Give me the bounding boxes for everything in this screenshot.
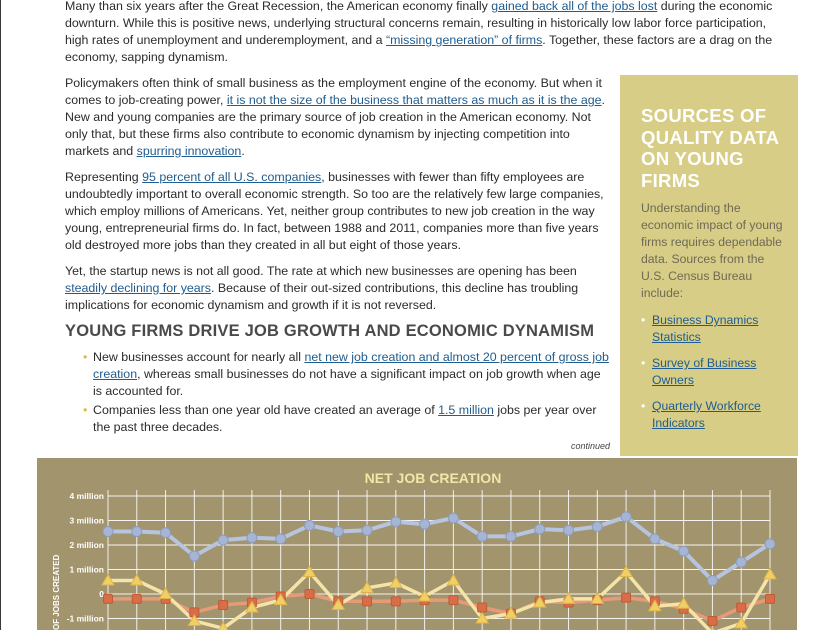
bullet-companies-less-than-one-year [83, 402, 610, 436]
text-run: during the economic downturn. While this is positive news, underlying structural concerns remain, resulting in historically low labor force participation, high rates of unemployment and underemployment, and a [65, 0, 773, 47]
text-run: Policymakers often think of small business as the employment engine of the economy. But when it comes to job-creating power, [65, 76, 602, 107]
data-point-tan [303, 566, 315, 577]
y-tick-label: 1 million [69, 564, 104, 575]
data-point-blue [564, 525, 574, 535]
y-tick-label: 4 million [69, 491, 104, 501]
paragraph-representing [65, 169, 610, 254]
data-point-red [449, 596, 458, 605]
sidebar-item-qwi [641, 398, 784, 432]
y-tick-label: -1 million [66, 613, 104, 624]
text-run: Representing [65, 170, 143, 184]
data-point-tan [620, 566, 632, 577]
data-point-blue [161, 528, 171, 538]
data-point-red [132, 594, 141, 603]
inline-link[interactable]: steadily declining for years [65, 281, 212, 295]
left-edge-rule [0, 0, 1, 630]
continued-label: continued [570, 441, 610, 451]
data-point-blue [132, 527, 142, 537]
text-run: . Because of their out-sized contributions, this decline has troubling implications for economic dynamism and growth if it is not reversed. [65, 281, 579, 312]
data-point-blue [592, 522, 602, 532]
inline-link[interactable]: 1.5 million [438, 403, 494, 417]
data-point-red [104, 594, 113, 603]
data-point-blue [621, 512, 631, 522]
inline-link[interactable]: spurring innovation [136, 144, 242, 158]
inline-link[interactable]: 95 percent of all U.S. companies [142, 170, 322, 184]
data-point-blue [679, 546, 689, 556]
data-point-blue [103, 527, 113, 537]
data-point-tan [447, 575, 459, 586]
data-point-red [478, 603, 487, 612]
sidebar-item-survey-owners [641, 355, 784, 389]
bullet-text [93, 403, 597, 434]
y-tick-label: 3 million [69, 515, 104, 526]
data-point-blue [736, 557, 746, 567]
text-run: jobs per year over the past three decades. [93, 403, 597, 434]
data-point-red [219, 601, 228, 610]
data-point-blue [276, 534, 286, 544]
bullet-dot-icon: • [83, 350, 88, 364]
chart-svg [37, 458, 797, 630]
text-run: Many than six years after the Great Recession, the American economy finally [65, 0, 492, 13]
data-point-red [766, 594, 775, 603]
text-run: . Together, these factors are a drag on the economy, sapping dynamism. [65, 33, 773, 64]
text-run: New businesses account for nearly all [93, 350, 305, 364]
link-quarterly-workforce-indicators[interactable]: Quarterly Workforce Indicators [652, 399, 761, 430]
data-point-blue [391, 517, 401, 527]
text-run: Companies less than one year old have created an average of [93, 403, 439, 417]
y-axis-label: OF JOBS CREATED [52, 554, 61, 630]
link-survey-of-business-owners[interactable]: Survey of Business Owners [652, 356, 757, 387]
data-point-blue [189, 551, 199, 561]
bullet-dot-icon: • [641, 399, 646, 413]
text-run: Yet, the startup news is not all good. The rate at which new businesses are opening has been [65, 264, 577, 278]
data-point-blue [362, 525, 372, 535]
text-run: . [241, 144, 245, 158]
bullet-dot-icon: • [641, 356, 646, 370]
sidebar-link-list [641, 312, 784, 432]
data-point-blue [247, 533, 257, 543]
text-run: , whereas small businesses do not have a significant impact on job growth when age is accounted for. [93, 367, 601, 398]
data-point-blue [333, 527, 343, 537]
net-job-creation-chart [37, 458, 797, 630]
bullet-text [93, 350, 609, 398]
data-point-blue [304, 520, 314, 530]
bullet-new-businesses [83, 349, 610, 400]
data-point-red [708, 616, 717, 625]
data-point-red [622, 593, 631, 602]
data-point-blue [420, 519, 430, 529]
series-blue-line [108, 517, 770, 581]
inline-link[interactable]: it is not the size of the business that matters as much as it is the age [226, 93, 602, 107]
bullet-dot-icon: • [83, 403, 88, 417]
paragraph-startup-news [65, 263, 610, 314]
chart-title: NET JOB CREATION [364, 470, 502, 486]
sidebar-sources [620, 75, 798, 456]
inline-link[interactable]: “missing generation” of firms [385, 33, 543, 47]
sidebar-item-business-dynamics [641, 312, 784, 346]
data-point-blue [650, 534, 660, 544]
data-point-blue [218, 535, 228, 545]
paragraph-small-business [65, 75, 610, 160]
bullet-list [65, 349, 610, 436]
data-point-blue [707, 576, 717, 586]
data-point-red [737, 603, 746, 612]
data-point-red [391, 597, 400, 606]
text-run: , businesses with fewer than fifty employees are undoubtedly important to overall economic strength. So too are the relatively few large companies, which employ millions of Americans. Yet, neither group contributes to new job creation in the way young, entrepreneurial firms do. In fact, between 1988 and 2011, companies more than five years old destroyed more jobs than they created in all but eight of those years. [65, 170, 604, 252]
inline-link[interactable]: net new job creation and almost 20 percent of gross job creation [93, 350, 609, 381]
text-run: . New and young companies are the primary source of job creation in the American economy. Not only that, but these firms also contribute to economic dynamism by injecting competition into markets and [65, 93, 605, 158]
inline-link[interactable]: gained back all of the jobs lost [491, 0, 658, 13]
data-point-red [305, 590, 314, 599]
section-heading: YOUNG FIRMS DRIVE JOB GROWTH AND ECONOMIC DYNAMISM [65, 322, 595, 340]
sidebar-description: Understanding the economic impact of young firms requires dependable data. Sources from the U.S. Census Bureau include: [641, 201, 783, 300]
sidebar-title: SOURCES OF QUALITY DATA ON YOUNG FIRMS [641, 105, 779, 191]
data-point-blue [765, 539, 775, 549]
bullet-dot-icon: • [641, 313, 646, 327]
y-tick-label: 2 million [69, 540, 104, 550]
series-red-line [108, 594, 770, 621]
link-business-dynamics-statistics[interactable]: Business Dynamics Statistics [652, 313, 759, 344]
data-point-blue [477, 531, 487, 541]
intro-paragraph [65, 0, 775, 66]
data-point-blue [506, 531, 516, 541]
data-point-blue [448, 513, 458, 523]
data-point-red [363, 597, 372, 606]
data-point-blue [535, 524, 545, 534]
y-tick-label: 0 [99, 589, 104, 599]
